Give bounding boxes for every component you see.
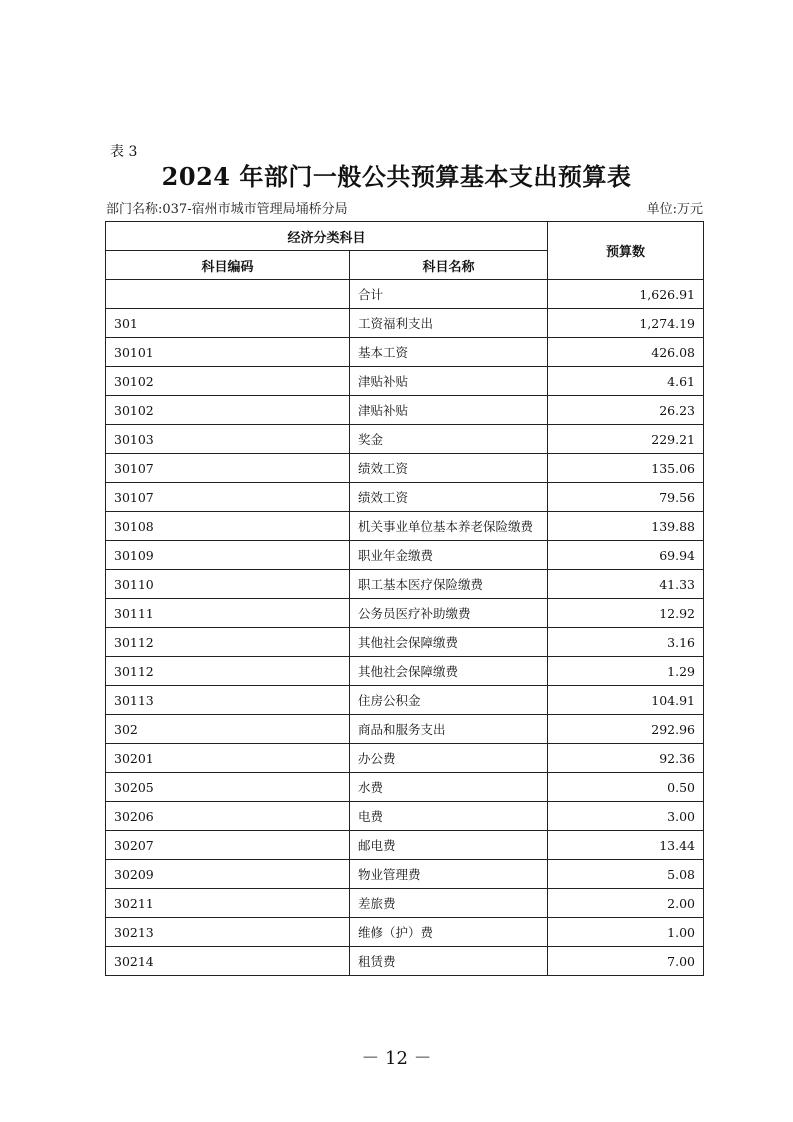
- table-body: [106, 280, 704, 976]
- cell-amount: 13.44: [548, 831, 704, 860]
- cell-name: 津贴补贴: [350, 396, 548, 425]
- cell-name: 物业管理费: [350, 860, 548, 889]
- cell-code: 30107: [106, 483, 350, 512]
- cell-amount: 104.91: [548, 686, 704, 715]
- table-row: [106, 918, 704, 947]
- cell-amount: 69.94: [548, 541, 704, 570]
- table-row: [106, 744, 704, 773]
- cell-amount: 41.33: [548, 570, 704, 599]
- cell-name: 差旅费: [350, 889, 548, 918]
- cell-name: 职业年金缴费: [350, 541, 548, 570]
- cell-name: 其他社会保障缴费: [350, 628, 548, 657]
- cell-code: 302: [106, 715, 350, 744]
- cell-name: 住房公积金: [350, 686, 548, 715]
- cell-code: 30201: [106, 744, 350, 773]
- cell-name: 租赁费: [350, 947, 548, 976]
- table-row: [106, 599, 704, 628]
- table-row: [106, 425, 704, 454]
- cell-code: 30102: [106, 367, 350, 396]
- cell-amount: 7.00: [548, 947, 704, 976]
- unit-label: 单位:万元: [646, 202, 703, 217]
- cell-amount: 26.23: [548, 396, 704, 425]
- cell-code: 30207: [106, 831, 350, 860]
- table-row: [106, 367, 704, 396]
- table-row: [106, 309, 704, 338]
- cell-name: 维修（护）费: [350, 918, 548, 947]
- cell-amount: 1,274.19: [548, 309, 704, 338]
- cell-code: 30111: [106, 599, 350, 628]
- cell-name: 商品和服务支出: [350, 715, 548, 744]
- header-subject-code: 科目编码: [106, 251, 350, 280]
- table-row: [106, 512, 704, 541]
- cell-code: 30101: [106, 338, 350, 367]
- header-economic-category: 经济分类科目: [106, 222, 548, 251]
- cell-amount: 229.21: [548, 425, 704, 454]
- table-row: [106, 628, 704, 657]
- cell-name: 奖金: [350, 425, 548, 454]
- table-row: [106, 454, 704, 483]
- cell-name: 绩效工资: [350, 483, 548, 512]
- table-row: [106, 657, 704, 686]
- cell-code: 30108: [106, 512, 350, 541]
- table-row: [106, 686, 704, 715]
- cell-amount: 3.00: [548, 802, 704, 831]
- cell-amount: 5.08: [548, 860, 704, 889]
- cell-code: 301: [106, 309, 350, 338]
- cell-code: 30213: [106, 918, 350, 947]
- cell-code: 30209: [106, 860, 350, 889]
- table-row: [106, 280, 704, 309]
- cell-amount: 292.96: [548, 715, 704, 744]
- cell-amount: 79.56: [548, 483, 704, 512]
- table-label: 表 3: [110, 144, 138, 160]
- table-row: [106, 860, 704, 889]
- cell-name: 职工基本医疗保险缴费: [350, 570, 548, 599]
- table-row: [106, 483, 704, 512]
- cell-amount: 139.88: [548, 512, 704, 541]
- cell-code: 30205: [106, 773, 350, 802]
- cell-name: 水费: [350, 773, 548, 802]
- table-row: [106, 889, 704, 918]
- page-number: － 12 －: [361, 1048, 432, 1069]
- cell-amount: 92.36: [548, 744, 704, 773]
- cell-name: 其他社会保障缴费: [350, 657, 548, 686]
- cell-amount: 426.08: [548, 338, 704, 367]
- table-row: [106, 541, 704, 570]
- cell-amount: 135.06: [548, 454, 704, 483]
- header-subject-name: 科目名称: [350, 251, 548, 280]
- table-row: [106, 396, 704, 425]
- cell-amount: 12.92: [548, 599, 704, 628]
- cell-amount: 1.00: [548, 918, 704, 947]
- table-row: [106, 947, 704, 976]
- cell-name: 电费: [350, 802, 548, 831]
- table-row: [106, 831, 704, 860]
- cell-code: 30107: [106, 454, 350, 483]
- cell-code: 30214: [106, 947, 350, 976]
- cell-code: 30103: [106, 425, 350, 454]
- cell-code: 30109: [106, 541, 350, 570]
- cell-amount: 4.61: [548, 367, 704, 396]
- cell-code: 30113: [106, 686, 350, 715]
- cell-name: 公务员医疗补助缴费: [350, 599, 548, 628]
- cell-code: 30206: [106, 802, 350, 831]
- table-row: [106, 570, 704, 599]
- cell-name: 办公费: [350, 744, 548, 773]
- table-row: [106, 338, 704, 367]
- cell-name: 基本工资: [350, 338, 548, 367]
- cell-name: 机关事业单位基本养老保险缴费: [350, 512, 548, 541]
- cell-name: 工资福利支出: [350, 309, 548, 338]
- budget-table: [105, 221, 704, 976]
- cell-code: [106, 280, 350, 309]
- cell-amount: 0.50: [548, 773, 704, 802]
- cell-name: 津贴补贴: [350, 367, 548, 396]
- table-row: [106, 773, 704, 802]
- cell-name: 合计: [350, 280, 548, 309]
- cell-code: 30102: [106, 396, 350, 425]
- cell-code: 30110: [106, 570, 350, 599]
- cell-code: 30211: [106, 889, 350, 918]
- cell-name: 邮电费: [350, 831, 548, 860]
- cell-amount: 2.00: [548, 889, 704, 918]
- document-title: 2024 年部门一般公共预算基本支出预算表: [161, 162, 632, 191]
- table-row: [106, 715, 704, 744]
- table-row: [106, 802, 704, 831]
- cell-amount: 3.16: [548, 628, 704, 657]
- cell-amount: 1.29: [548, 657, 704, 686]
- cell-name: 绩效工资: [350, 454, 548, 483]
- header-budget-amount: 预算数: [548, 222, 704, 280]
- department-name: 部门名称:037-宿州市城市管理局埇桥分局: [106, 202, 348, 217]
- cell-code: 30112: [106, 628, 350, 657]
- cell-amount: 1,626.91: [548, 280, 704, 309]
- cell-code: 30112: [106, 657, 350, 686]
